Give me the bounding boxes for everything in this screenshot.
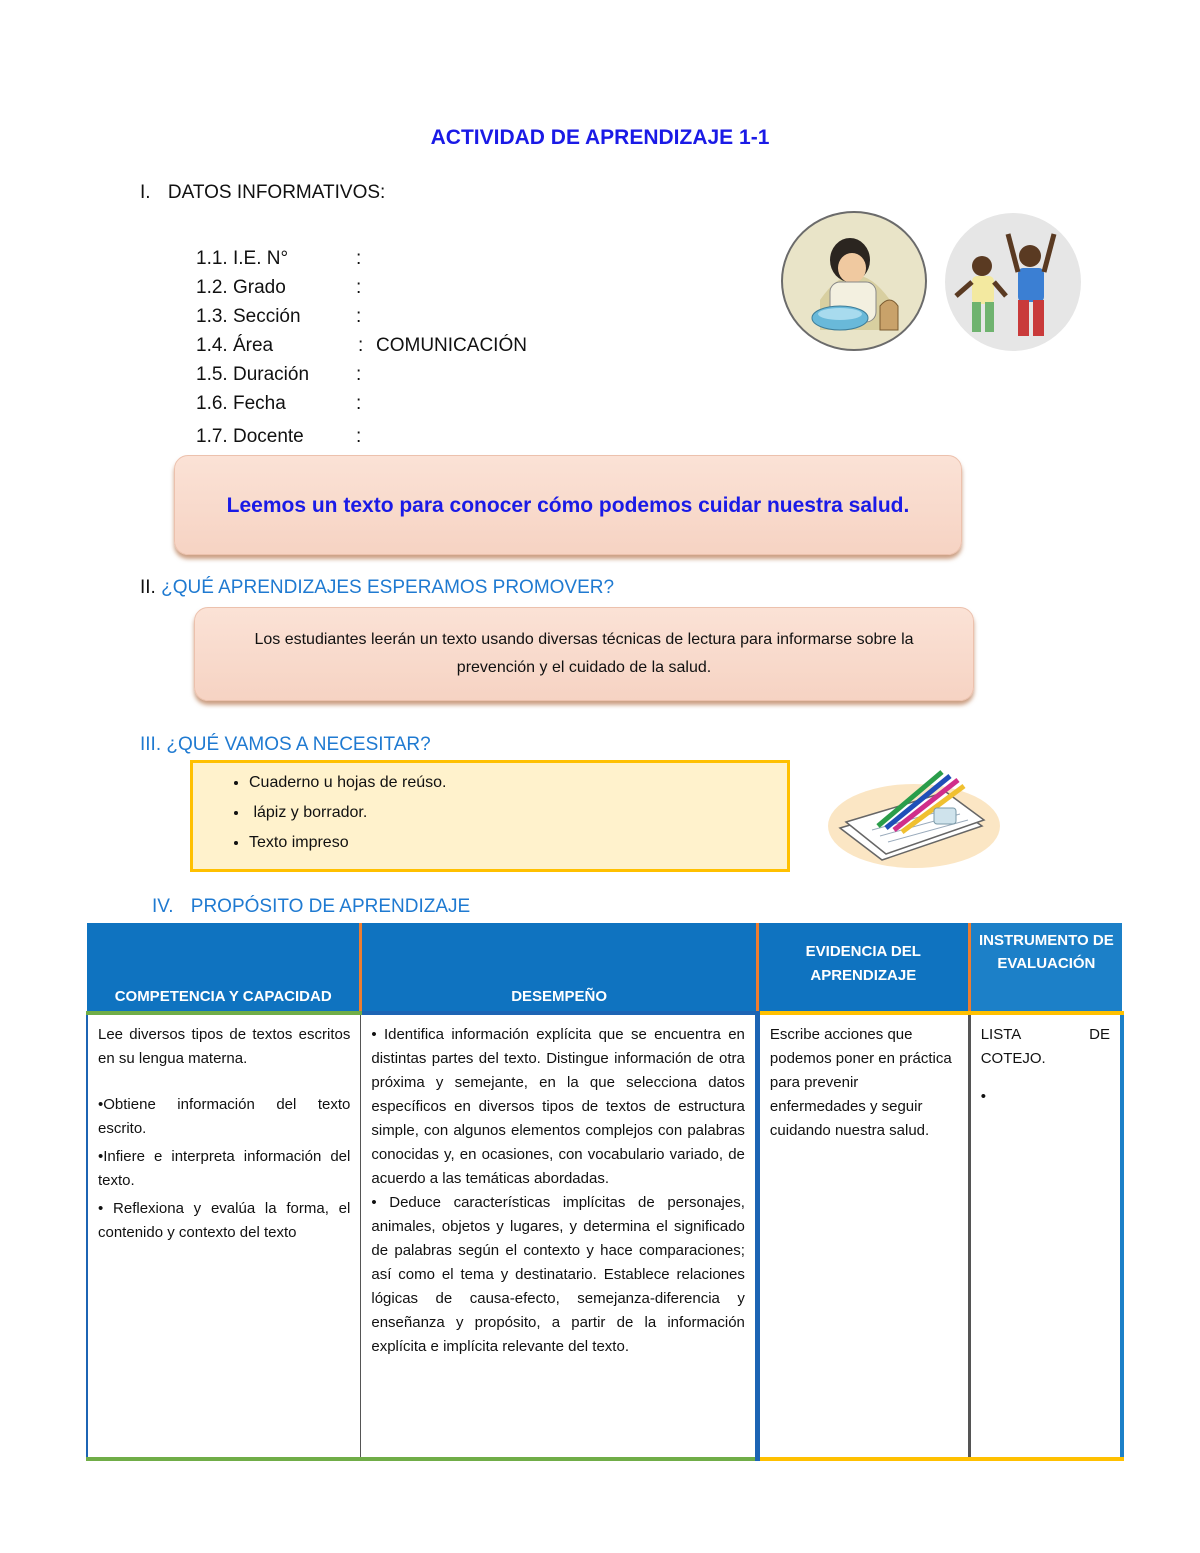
table-header-row	[87, 923, 1122, 1013]
section-2-heading	[140, 577, 614, 599]
info-label: 1.7. Docente	[196, 426, 304, 447]
info-row-docente	[196, 426, 527, 455]
learning-box	[194, 607, 974, 701]
info-label: 1.2. Grado	[196, 277, 286, 298]
child-washing-hands-icon	[780, 210, 928, 352]
section-4-title: PROPÓSITO DE APRENDIZAJE	[190, 896, 471, 917]
info-row-ie	[196, 248, 527, 277]
header-competencia: COMPETENCIA Y CAPACIDAD	[87, 923, 361, 1013]
list-item: • Texto impreso	[249, 831, 787, 861]
table-row	[87, 1013, 1122, 1459]
section-3-number: III.	[140, 734, 162, 755]
header-desempeno: DESEMPEÑO	[361, 923, 758, 1013]
cell-instrumento	[969, 1013, 1122, 1459]
materials-box	[190, 760, 790, 872]
header-evidencia: EVIDENCIA DEL APRENDIZAJE	[757, 923, 969, 1013]
desempeno-paragraph: • Identifica información explícita que se encuentra en distintas partes del texto. Distingue información de otra próxima y semejante, en la que selecciona datos específicos en diversos tipos de textos de estructura simple, con algunos elementos complejos con palabras conocidas y, en ocasiones, con vocabulario variado, de acuerdo a las temáticas abordadas.	[371, 1026, 745, 1187]
info-colon: :	[356, 306, 362, 327]
info-row-seccion	[196, 306, 527, 335]
cell-evidencia: Escribe acciones que podemos poner en práctica para prevenir enfermedades y seguir cuidando nuestra salud.	[757, 1013, 969, 1459]
info-colon: :	[356, 277, 362, 298]
info-row-fecha	[196, 393, 527, 426]
info-label: 1.5. Duración	[196, 364, 310, 385]
learning-text: Los estudiantes leerán un texto usando diversas técnicas de lectura para informarse sobre la prevención y el cuidado de la salud.	[254, 631, 914, 676]
cell-competencia	[87, 1013, 361, 1459]
informative-data	[196, 248, 527, 455]
list-item: •Infiere e interpreta información del texto.	[98, 1148, 351, 1189]
section-2-number: II.	[140, 577, 156, 598]
info-label: 1.6. Fecha	[196, 393, 286, 414]
session-title-box	[174, 455, 962, 555]
header-instrumento: INSTRUMENTO DE EVALUACIÓN	[969, 923, 1122, 1013]
section-3-heading	[140, 734, 431, 756]
info-colon: :	[356, 248, 362, 269]
purpose-table	[86, 923, 1124, 1461]
list-item: •Obtiene información del texto escrito.	[98, 1096, 351, 1137]
materials-list	[223, 771, 787, 861]
info-row-area	[196, 335, 527, 364]
info-row-duracion	[196, 364, 527, 393]
competencia-intro: Lee diversos tipos de textos escritos en su lengua materna.	[98, 1026, 351, 1067]
list-item: • Cuaderno u hojas de reúso.	[249, 771, 787, 801]
info-label: 1.3. Sección	[196, 306, 301, 327]
instrumento-text: LISTA DE COTEJO.	[980, 1026, 1110, 1067]
info-label: 1.4. Área	[196, 335, 274, 356]
cell-desempeno	[361, 1013, 758, 1459]
list-item: • Reflexiona y evalúa la forma, el contenido y contexto del texto	[98, 1200, 351, 1241]
section-1-heading	[140, 182, 385, 204]
desempeno-paragraph: • Deduce características implícitas de personajes, animales, objetos y lugares, y determina el significado de palabras según el contexto y hace comparaciones; así como el tema y destinatario. Establece relaciones lógicas de causa-efecto, semejanza-diferencia y enseñanza y propósito, a partir de la información explícita e implícita relevante del texto.	[371, 1194, 745, 1355]
section-1-title: DATOS INFORMATIVOS:	[167, 182, 386, 203]
info-colon: :	[356, 364, 362, 385]
info-value: COMUNICACIÓN	[376, 335, 527, 356]
info-colon: :	[356, 393, 362, 414]
instrumento-bullet: •	[980, 1088, 986, 1105]
info-colon: :	[356, 426, 362, 447]
info-label: 1.1. I.E. N°	[196, 248, 289, 269]
info-row-grado	[196, 277, 527, 306]
session-title: Leemos un texto para conocer cómo podemos cuidar nuestra salud.	[226, 493, 910, 517]
document-title: ACTIVIDAD DE APRENDIZAJE 1-1	[430, 126, 770, 149]
notebook-pencils-icon	[822, 768, 1000, 870]
list-item: • lápiz y borrador.	[249, 801, 787, 831]
section-4-number: IV.	[152, 896, 174, 917]
children-exercising-icon	[944, 212, 1082, 352]
section-1-number: I.	[140, 182, 151, 203]
info-colon: :	[358, 335, 364, 356]
section-4-heading	[152, 896, 470, 918]
section-3-title: ¿QUÉ VAMOS A NECESITAR?	[166, 734, 431, 755]
section-2-title: ¿QUÉ APRENDIZAJES ESPERAMOS PROMOVER?	[161, 577, 615, 598]
